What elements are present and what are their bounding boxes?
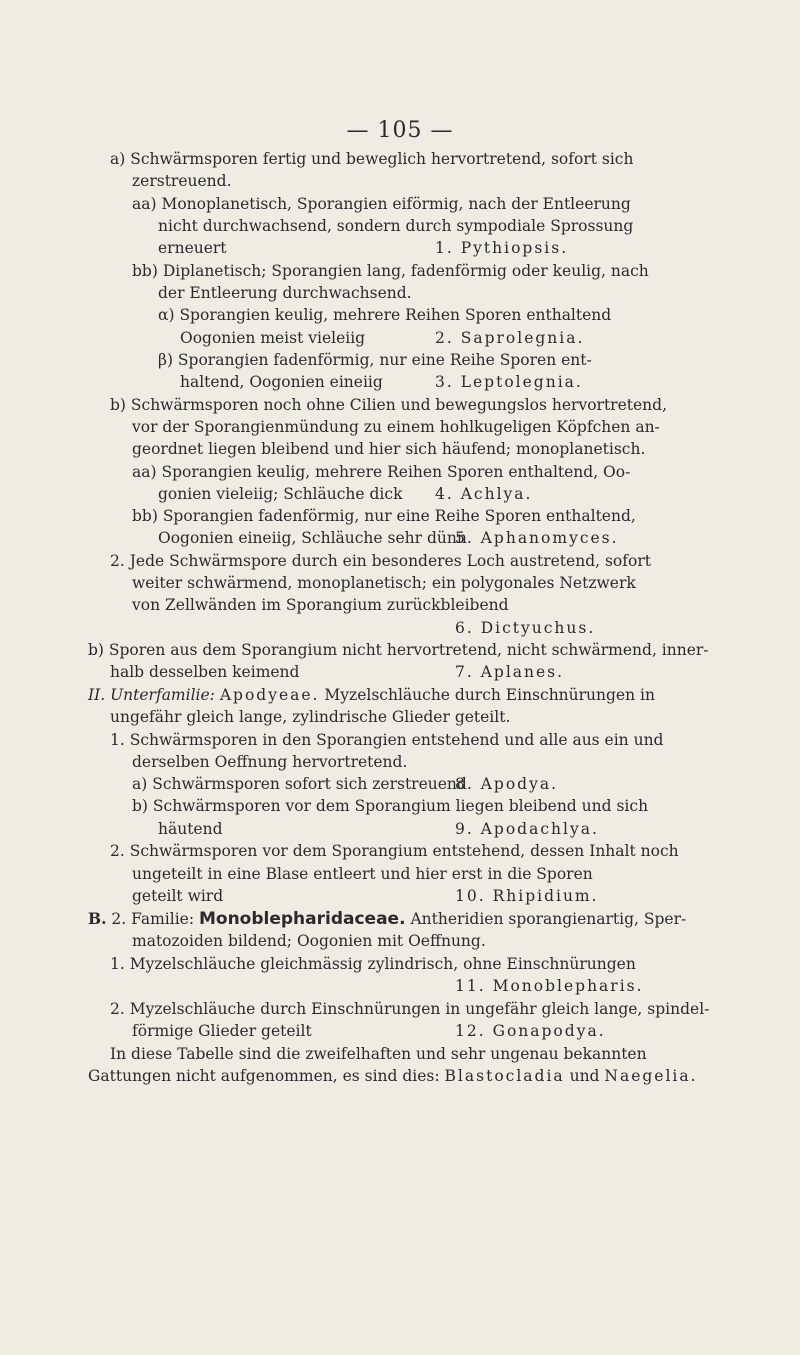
genus-name: 12. Gonapodya. — [455, 1022, 606, 1040]
line-text: nicht durchwachsend, sondern durch sympodiale Sprossung — [158, 217, 634, 235]
line-text: matozoiden bildend; Oogonien mit Oeffnung. — [132, 932, 486, 950]
line-text: ungeteilt in eine Blase entleert und hier erst in die Sporen — [132, 865, 593, 883]
line-text: 1. Myzelschläuche gleichmässig zylindrisch, ohne Einschnürungen — [110, 955, 636, 973]
line-text: 1. Schwärmsporen in den Sporangien entstehend und alle aus ein und — [110, 731, 664, 749]
line-text: bb) Sporangien fadenförmig, nur eine Reihe Sporen enthaltend, — [132, 507, 636, 525]
line-text: geteilt wird — [132, 887, 224, 905]
genus-name: 2. Saprolegnia. — [435, 329, 585, 347]
line-text: b) Sporen aus dem Sporangium nicht hervortretend, nicht schwärmend, inner- — [88, 641, 709, 659]
line-text: von Zellwänden im Sporangium zurückbleibend — [132, 596, 509, 614]
line-text: α) Sporangien keulig, mehrere Reihen Sporen enthaltend — [158, 306, 612, 324]
line-text: B. 2. Familie: Monoblepharidaceae. Antheridien sporangienartig, Sper- — [88, 909, 687, 929]
line-text: ungefähr gleich lange, zylindrische Glieder geteilt. — [110, 708, 511, 726]
genus-name: 4. Achlya. — [435, 485, 533, 503]
line-text: a) Schwärmsporen sofort sich zerstreuend — [132, 775, 467, 793]
genus-name: 1. Pythiopsis. — [435, 239, 569, 257]
line-text: der Entleerung durchwachsend. — [158, 284, 412, 302]
genus-name: 6. Dictyuchus. — [455, 619, 596, 637]
genus-name: 9. Apodachlya. — [455, 820, 599, 838]
genus-name: 7. Aplanes. — [455, 663, 565, 681]
line-text: gonien vieleiig; Schläuche dick — [158, 485, 403, 503]
line-text: bb) Diplanetisch; Sporangien lang, fadenförmig oder keulig, nach — [132, 262, 649, 280]
line-text: Gattungen nicht aufgenommen, es sind dies: Blastocladia und Naegelia. — [88, 1067, 696, 1085]
line-text: 2. Schwärmsporen vor dem Sporangium entstehend, dessen Inhalt noch — [110, 842, 679, 860]
line-text: aa) Monoplanetisch, Sporangien eiförmig, nach der Entleerung — [132, 195, 631, 213]
line-text: häutend — [158, 820, 223, 838]
line-text: förmige Glieder geteilt — [132, 1022, 312, 1040]
line-text: geordnet liegen bleibend und hier sich häufend; monoplanetisch. — [132, 440, 646, 458]
line-text: haltend, Oogonien eineiig — [180, 373, 383, 391]
line-text: zerstreuend. — [132, 172, 232, 190]
line-text: b) Schwärmsporen noch ohne Cilien und bewegungslos hervortretend, — [110, 396, 668, 414]
genus-name: 3. Leptolegnia. — [435, 373, 583, 391]
genus-name: 10. Rhipidium. — [455, 887, 599, 905]
line-text: In diese Tabelle sind die zweifelhaften und sehr ungenau bekannten — [110, 1045, 647, 1063]
line-text: a) Schwärmsporen fertig und beweglich hervortretend, sofort sich — [110, 150, 634, 168]
line-text: erneuert — [158, 239, 227, 257]
line-text: aa) Sporangien keulig, mehrere Reihen Sporen enthaltend, Oo- — [132, 463, 631, 481]
line-text: weiter schwärmend, monoplanetisch; ein polygonales Netzwerk — [132, 574, 636, 592]
line-text: halb desselben keimend — [110, 663, 300, 681]
line-text: Oogonien meist vieleiig — [180, 329, 366, 347]
line-text: 2. Jede Schwärmspore durch ein besonderes Loch austretend, sofort — [110, 552, 651, 570]
genus-name: 8. Apodya. — [455, 775, 559, 793]
line-text: Oogonien eineiig, Schläuche sehr dünn — [158, 529, 467, 547]
line-text: derselben Oeffnung hervortretend. — [132, 753, 408, 771]
line-text: 2. Myzelschläuche durch Einschnürungen in ungefähr gleich lange, spindel- — [110, 1000, 710, 1018]
page-number: — 105 — — [346, 118, 454, 143]
line-text: vor der Sporangienmündung zu einem hohlkugeligen Köpfchen an- — [132, 418, 660, 436]
line-text: II. Unterfamilie: Apodyeae. Myzelschläuche durch Einschnürungen in — [88, 686, 655, 704]
genus-name: 5. Aphanomyces. — [455, 529, 619, 547]
line-text: β) Sporangien fadenförmig, nur eine Reihe Sporen ent- — [158, 351, 592, 369]
line-text: b) Schwärmsporen vor dem Sporangium liegen bleibend und sich — [132, 797, 649, 815]
genus-name: 11. Monoblepharis. — [455, 977, 644, 995]
